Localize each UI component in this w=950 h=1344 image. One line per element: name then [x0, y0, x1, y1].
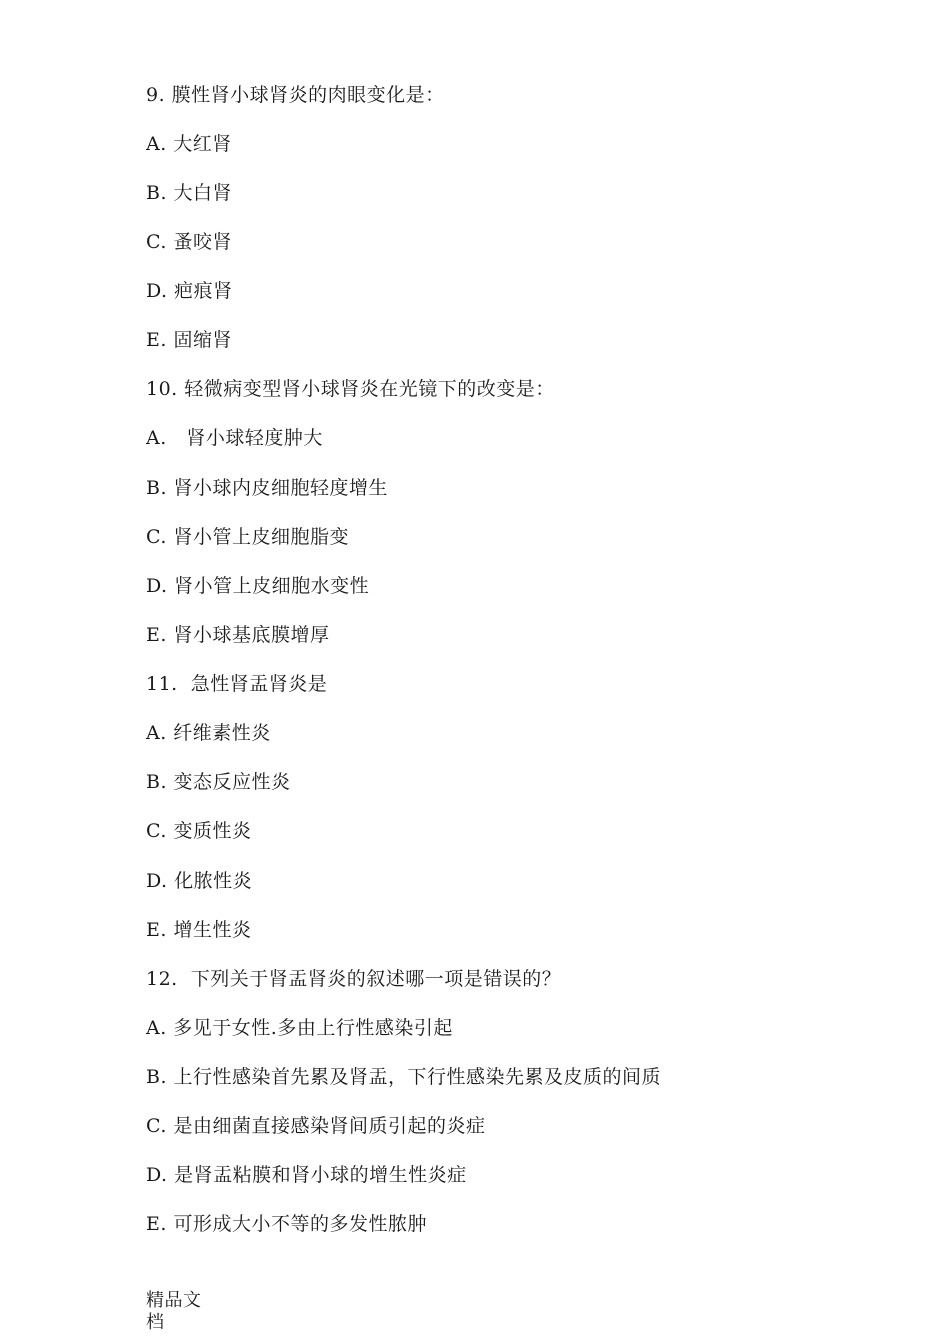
question-9-option-e: E. 固缩肾 — [146, 329, 232, 351]
question-9-option-c: C. 蚤咬肾 — [146, 231, 232, 253]
question-11-stem: 11. 急性肾盂肾炎是 — [146, 673, 328, 695]
question-12-option-d: D. 是肾盂粘膜和肾小球的增生性炎症 — [146, 1164, 467, 1186]
question-9-option-a: A. 大红肾 — [146, 133, 232, 155]
footer-label — [146, 1290, 206, 1334]
question-10-option-b: B. 肾小球内皮细胞轻度增生 — [146, 477, 389, 499]
question-10-option-c: C. 肾小管上皮细胞脂变 — [146, 526, 349, 548]
question-11-option-e: E. 增生性炎 — [146, 919, 252, 941]
question-10-option-a: A. 肾小球轻度肿大 — [146, 427, 323, 449]
question-10-stem: 10. 轻微病变型肾小球肾炎在光镜下的改变是： — [146, 378, 555, 400]
question-9-stem: 9. 膜性肾小球肾炎的肉眼变化是： — [146, 84, 445, 106]
question-11-option-d: D. 化脓性炎 — [146, 870, 253, 892]
question-11-option-c: C. 变质性炎 — [146, 820, 252, 842]
footer-line-2: 档 — [146, 1312, 165, 1333]
question-12-option-b: B. 上行性感染首先累及肾盂，下行性感染先累及皮质的间质 — [146, 1066, 662, 1088]
question-10-option-d: D. 肾小管上皮细胞水变性 — [146, 575, 370, 597]
question-12-option-c: C. 是由细菌直接感染肾间质引起的炎症 — [146, 1115, 486, 1137]
question-11-option-a: A. 纤维素性炎 — [146, 722, 271, 744]
footer-line-1: 精品文 — [146, 1290, 202, 1311]
question-11-option-b: B. 变态反应性炎 — [146, 771, 291, 793]
question-12-option-a: A. 多见于女性.多由上行性感染引起 — [146, 1017, 453, 1039]
question-9-option-d: D. 疤痕肾 — [146, 280, 233, 302]
question-9-option-b: B. 大白肾 — [146, 182, 233, 204]
question-10-option-e: E. 肾小球基底膜增厚 — [146, 624, 330, 646]
question-12-option-e: E. 可形成大小不等的多发性脓肿 — [146, 1213, 427, 1235]
question-12-stem: 12. 下列关于肾盂肾炎的叙述哪一项是错误的？ — [146, 968, 562, 990]
